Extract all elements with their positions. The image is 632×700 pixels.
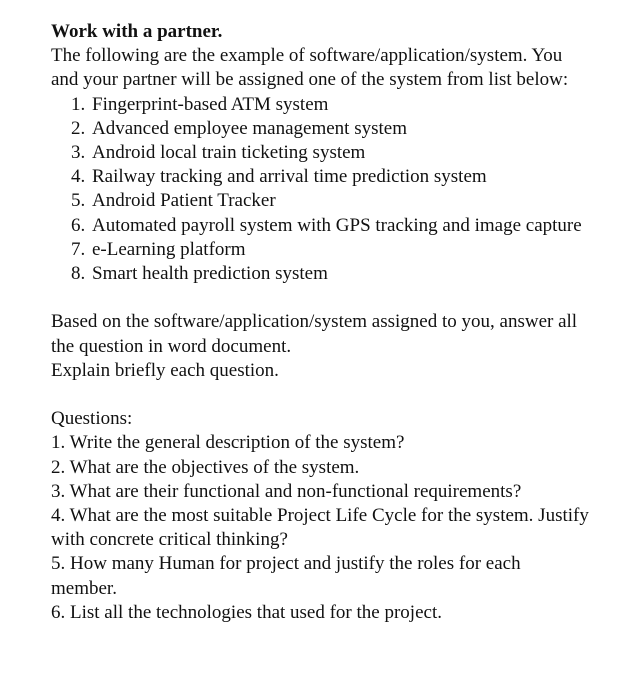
document-heading: Work with a partner. (51, 21, 223, 42)
list-item: 3. Android local train ticketing system (71, 142, 366, 164)
list-item: 7. e-Learning platform (71, 238, 246, 260)
list-item: 6. Automated payroll system with GPS tracking and image capture (71, 214, 582, 236)
intro-paragraph: The following are the example of software/application/system. You and your partner will be assigned one of the system from list below: (51, 45, 569, 91)
instruction-explain: Explain briefly each question. (51, 359, 279, 381)
questions-label: Questions: (51, 408, 133, 430)
question-list (51, 431, 591, 625)
question-item: 3. What are their functional and non-functional requirements? (51, 480, 522, 502)
spacer (51, 383, 591, 407)
list-item: 1. Fingerprint-based ATM system (71, 93, 329, 115)
question-item: 2. What are the objectives of the system. (51, 456, 360, 478)
list-item: 8. Smart health prediction system (71, 263, 328, 285)
question-item: 6. List all the technologies that used for the project. (51, 601, 442, 623)
list-item: 4. Railway tracking and arrival time prediction system (71, 166, 487, 188)
question-item: 4. What are the most suitable Project Life Cycle for the system. Justify with concrete critical thinking? (51, 505, 589, 551)
question-item: 5. How many Human for project and justify the roles for each member. (51, 553, 521, 599)
question-item: 1. Write the general description of the system? (51, 432, 405, 454)
instruction-paragraph: Based on the software/application/system assigned to you, answer all the question in word document. (51, 311, 578, 357)
list-item: 5. Android Patient Tracker (71, 190, 276, 212)
spacer (51, 286, 591, 310)
system-list (51, 93, 591, 287)
assignment-document (51, 20, 591, 625)
list-item: 2. Advanced employee management system (71, 117, 407, 139)
